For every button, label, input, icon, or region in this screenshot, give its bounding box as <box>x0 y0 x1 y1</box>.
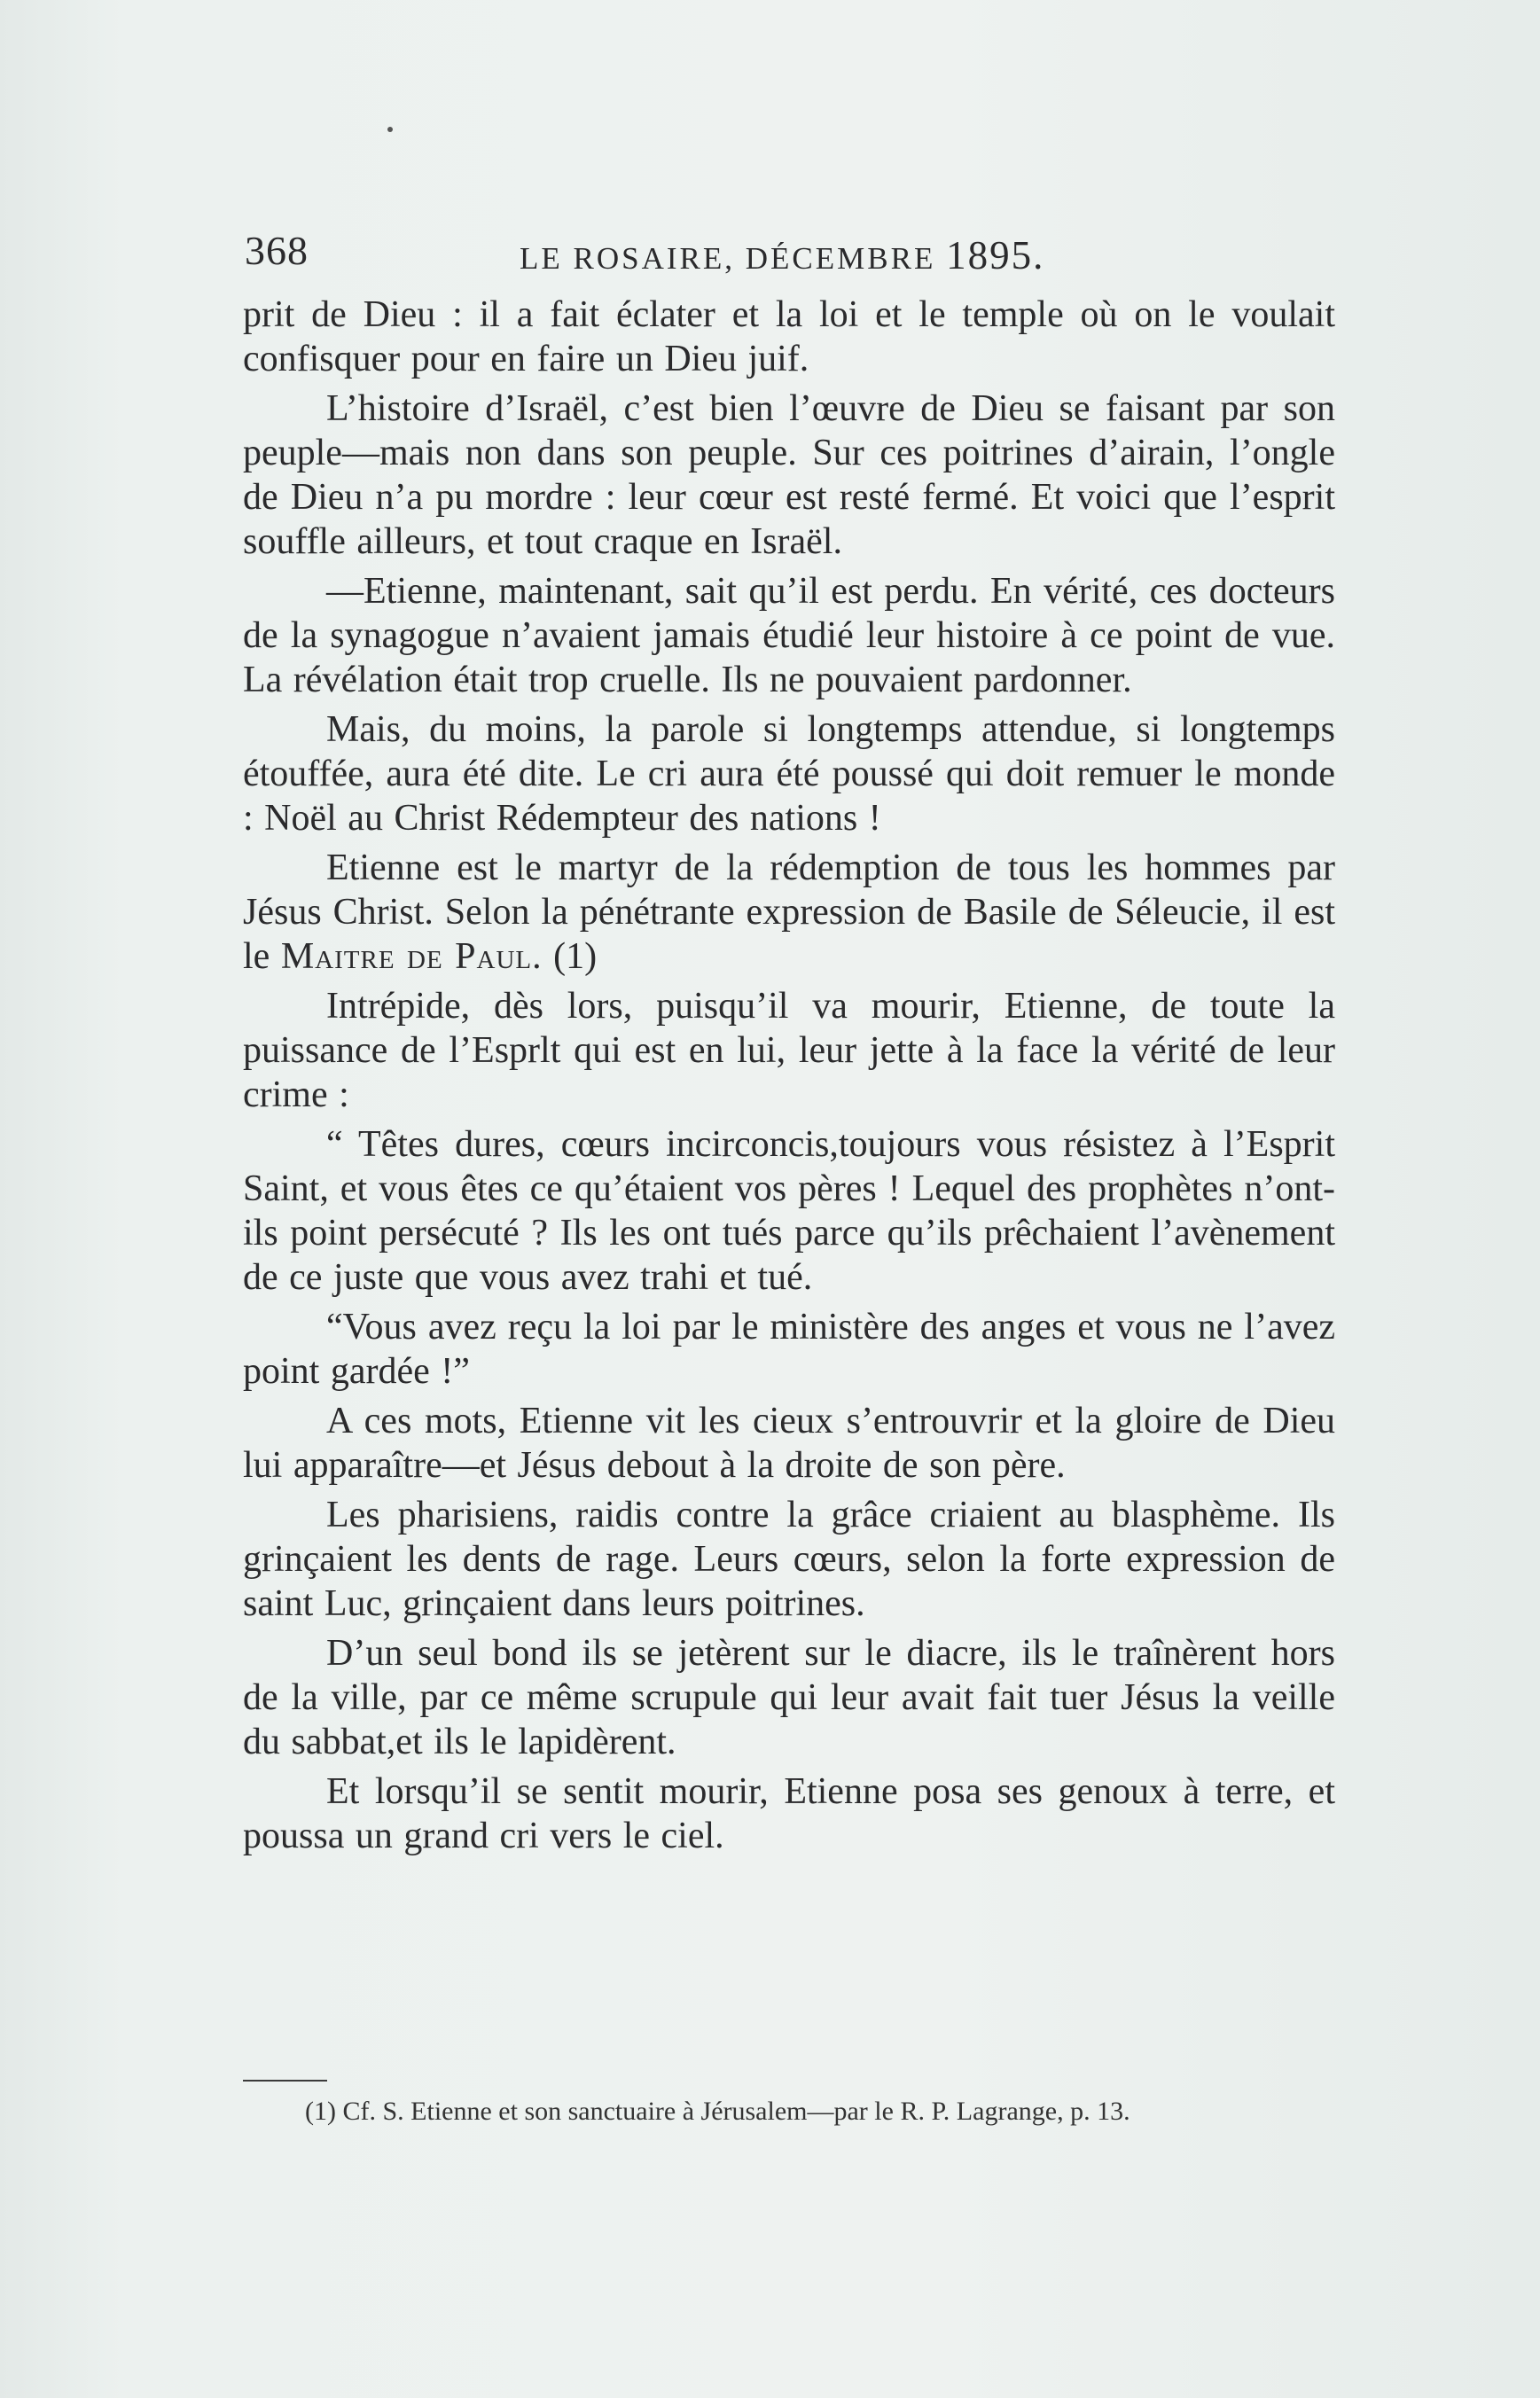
quoted-paragraph: “ Têtes dures, cœurs incirconcis,toujours vous résistez à l’Esprit Saint, et vous êtes ce qu’étaient vos pères ! Lequel des prophètes n’ont-ils point persécuté ? Ils les ont tués parce qu’ils prêchaient l’avènement de ce juste que vous avez trahi et tué. <box>243 1124 1335 1298</box>
paragraph: Les pharisiens, raidis contre la grâce criaient au blasphème. Ils grinçaient les dents de rage. Leurs cœurs, selon la forte expression de saint Luc, grinçaient dans leurs poitrines. <box>243 1495 1335 1624</box>
quoted-paragraph: “Vous avez reçu la loi par le ministère des anges et vous ne l’avez point gardée !” <box>243 1307 1335 1392</box>
paragraph-text: Etienne est le martyr de la rédemption de tous les hommes par Jésus Christ. Selon la pénétrante expression de Basile de Séleucie, il est le <box>243 848 1335 977</box>
paragraph: Mais, du moins, la parole si longtemps attendue, si longtemps étouffée, aura été dite. Le cri aura été poussé qui doit remuer le monde : Noël au Christ Rédempteur des nations ! <box>243 709 1335 839</box>
small-caps-text: Maitre de Paul. <box>280 936 543 977</box>
ink-dot <box>387 127 393 132</box>
footnote: (1) Cf. S. Etienne et son sanctuaire à Jérusalem—par le R. P. Lagrange, p. 13. <box>305 2097 1130 2126</box>
page-number: 368 <box>245 228 309 273</box>
paragraph: L’histoire d’Israël, c’est bien l’œuvre de Dieu se faisant par son peuple—mais non dans son peuple. Sur ces poitrines d’airain, l’ongle de Dieu n’a pu mordre : leur cœur est resté fermé. Et voici que l’esprit souffle ailleurs, et tout craque en Israël. <box>243 388 1335 562</box>
running-title <box>520 232 1044 278</box>
body-text <box>243 293 1335 1863</box>
paragraph: prit de Dieu : il a fait éclater et la loi et le temple où on le voulait confisquer pour en faire un Dieu juif. <box>243 294 1335 379</box>
paragraph: D’un seul bond ils se jetèrent sur le diacre, ils le traînèrent hors de la ville, par ce même scrupule qui leur avait fait tuer Jésus la veille du sabbat,et ils le lapidèrent. <box>243 1633 1335 1762</box>
paragraph: A ces mots, Etienne vit les cieux s’entrouvrir et la gloire de Dieu lui apparaître—et Jésus debout à la droite de son père. <box>243 1401 1335 1486</box>
paragraph: —Etienne, maintenant, sait qu’il est perdu. En vérité, ces docteurs de la synagogue n’avaient jamais étudié leur histoire à ce point de vue. La révélation était trop cruelle. Ils ne pouvaient pardonner. <box>243 571 1335 700</box>
footnote-reference: (1) <box>553 936 598 977</box>
paragraph: Intrépide, dès lors, puisqu’il va mourir, Etienne, de toute la puissance de l’Esprlt qui est en lui, leur jette à la face la vérité de leur crime : <box>243 986 1335 1115</box>
running-header <box>245 227 1326 280</box>
paragraph: Et lorsqu’il se sentit mourir, Etienne posa ses genoux à terre, et poussa un grand cri vers le ciel. <box>243 1771 1335 1856</box>
paragraph <box>243 846 1335 979</box>
running-title-text: LE ROSAIRE, DÉCEMBRE <box>520 241 936 276</box>
footnote-divider <box>243 2080 327 2082</box>
running-title-year: 1895. <box>946 233 1045 277</box>
